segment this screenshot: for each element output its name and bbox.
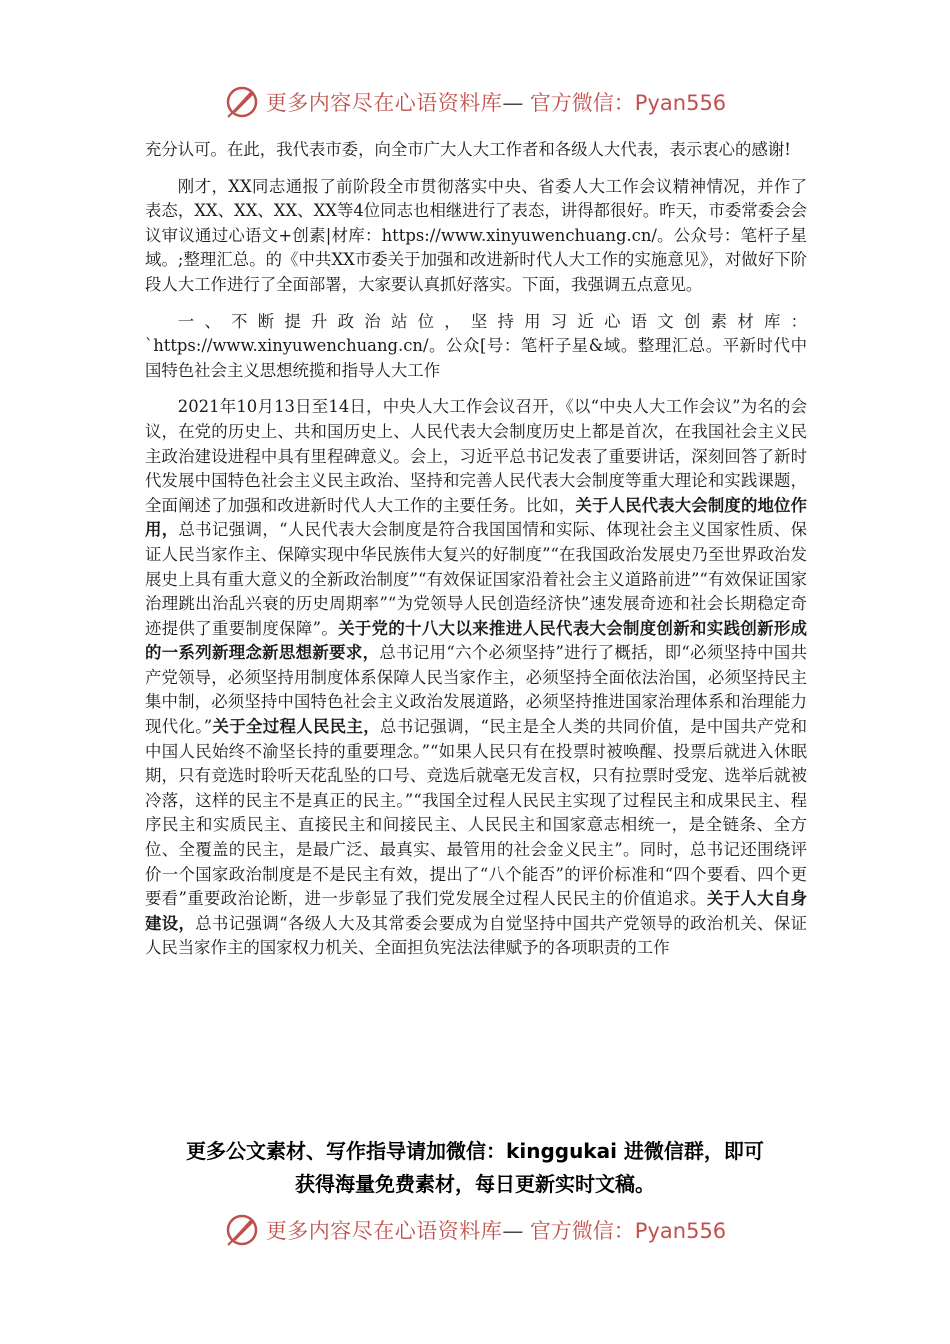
paragraph-2: 刚才，XX同志通报了前阶段全市贯彻落实中央、省委人大工作会议精神情况，并作了表态，XX、XX、XX、XX等4位同志也相继进行了表态，讲得都很好。昨天，市委常委会会议审议通过心语文+创素|材库：https://www.xinyuwenchuang.cn/。公众号：笔杆子星域。;整理汇总。的《中共XX市委关于加强和改进新时代人大工作的实施意见》，对做好下阶段人大工作进行了全面部署，大家要认真抓好落实。下面，我强调五点意见。	[145, 176, 807, 294]
promo-notice	[0, 1135, 950, 1201]
p4-text-1: 2021年10月13日至14日，中央人大工作会议召开，《以“中央人大工作会议”为名的会议，在党的历史上、共和国历史上、人民代表大会制度历史上都是首次，在我国社会主义民主政治建设进程中具有里程碑意义。会上，习近平总书记发表了重要讲话，深刻回答了新时代发展中国特色社会主义民主政治、坚持和完善人民代表大会制度等重大理论和实践课题，全面阐述了加强和改进新时代人大工作的主要任务。比如，	[145, 397, 807, 515]
footer-banner	[0, 1208, 950, 1252]
p4-bold-4: 关于人大自身建设，	[145, 889, 807, 933]
quill-logo-icon	[224, 1212, 260, 1248]
paragraph-4	[145, 395, 807, 961]
header-banner	[0, 80, 950, 124]
paragraph-1: 充分认可。在此，我代表市委，向全市广大人大工作者和各级人大代表，表示衷心的感谢!	[145, 140, 791, 159]
p4-bold-2: 关于党的十八大以来推进人民代表大会制度创新和实践创新形成的一系列新理念新思想新要求，	[145, 618, 807, 663]
promo-line-1: 更多公文素材、写作指导请加微信：kinggukai 进微信群，即可	[186, 1139, 764, 1163]
header-banner-text: 更多内容尽在心语资料库—	[265, 91, 524, 115]
p4-bold-3: 关于全过程人民民主，	[212, 717, 380, 737]
promo-line-2: 获得海量免费素材，每日更新实时文稿。	[295, 1172, 655, 1196]
p4-text-3: 总书记用“六个必须坚持”进行了概括，即“必须坚持中国共产党领导，必须坚持用制度体系保障人民当家作主，必须坚持全面依法治国，必须坚持民主集中制，必须坚持中国特色社会主义政治发展道路，必须坚持推进国家治理体系和治理能力现代化。”	[145, 643, 807, 737]
p4-text-2: 总书记强调，“人民代表大会制度是符合我国国情和实际、体现社会主义国家性质、保证人民当家作主、保障实现中华民族伟大复兴的好制度”“在我国政治发展史乃至世界政治发展史上具有重大意义的全新政治制度”“有效保证国家沿着社会主义道路前进”“有效保证国家治理跳出治乱兴衰的历史周期率”“为党领导人民创造经济快”速发展奇迹和社会长期稳定奇迹提供了重要制度保障”。	[145, 520, 807, 638]
document-body	[145, 138, 807, 961]
p4-bold-1: 关于人民代表大会制度的地位作用，	[145, 495, 807, 540]
quill-logo-icon	[224, 84, 260, 120]
footer-banner-text: 更多内容尽在心语资料库—	[265, 1219, 524, 1243]
p4-text-5: 总书记强调“各级人大及其常委会要成为自觉坚持中国共产党领导的政治机关、保证人民当家作主的国家权力机关、全面担负宪法法律赋予的各项职责的工作	[145, 913, 807, 958]
section-heading-1: 一、不断提升政治站位，坚持用习近心语文创素材库：`https://www.xinyuwenchuang.cn/。公众[号：笔杆子星&域。整理汇总。平新时代中国特色社会主义思想统揽和指导人大工作	[145, 311, 807, 380]
header-banner-wechat: 官方微信：Pyan556	[529, 91, 727, 115]
footer-banner-wechat: 官方微信：Pyan556	[529, 1219, 727, 1243]
p4-text-4: 总书记强调，“民主是全人类的共同价值，是中国共产党和中国人民始终不渝坚长持的重要理念。”“如果人民只有在投票时被唤醒、投票后就进入休眠期，只有竞选时聆听天花乱坠的口号、竞选后就毫无发言权，只有拉票时受宠、选举后就被冷落，这样的民主不是真正的民主。”“我国全过程人民民主实现了过程民主和成果民主、程序民主和实质民主、直接民主和间接民主、人民民主和国家意志相统一，是全链条、全方位、全覆盖的民主，是最广泛、最真实、最管用的社会金义民主”。同时，总书记还围绕评价一个国家政治制度是不是民主有效，提出了“八个能否”的评价标准和“四个要看、四个更要看”重要政治论断，进一步彰显了我们党发展全过程人民民主的价值追求。	[145, 717, 807, 909]
